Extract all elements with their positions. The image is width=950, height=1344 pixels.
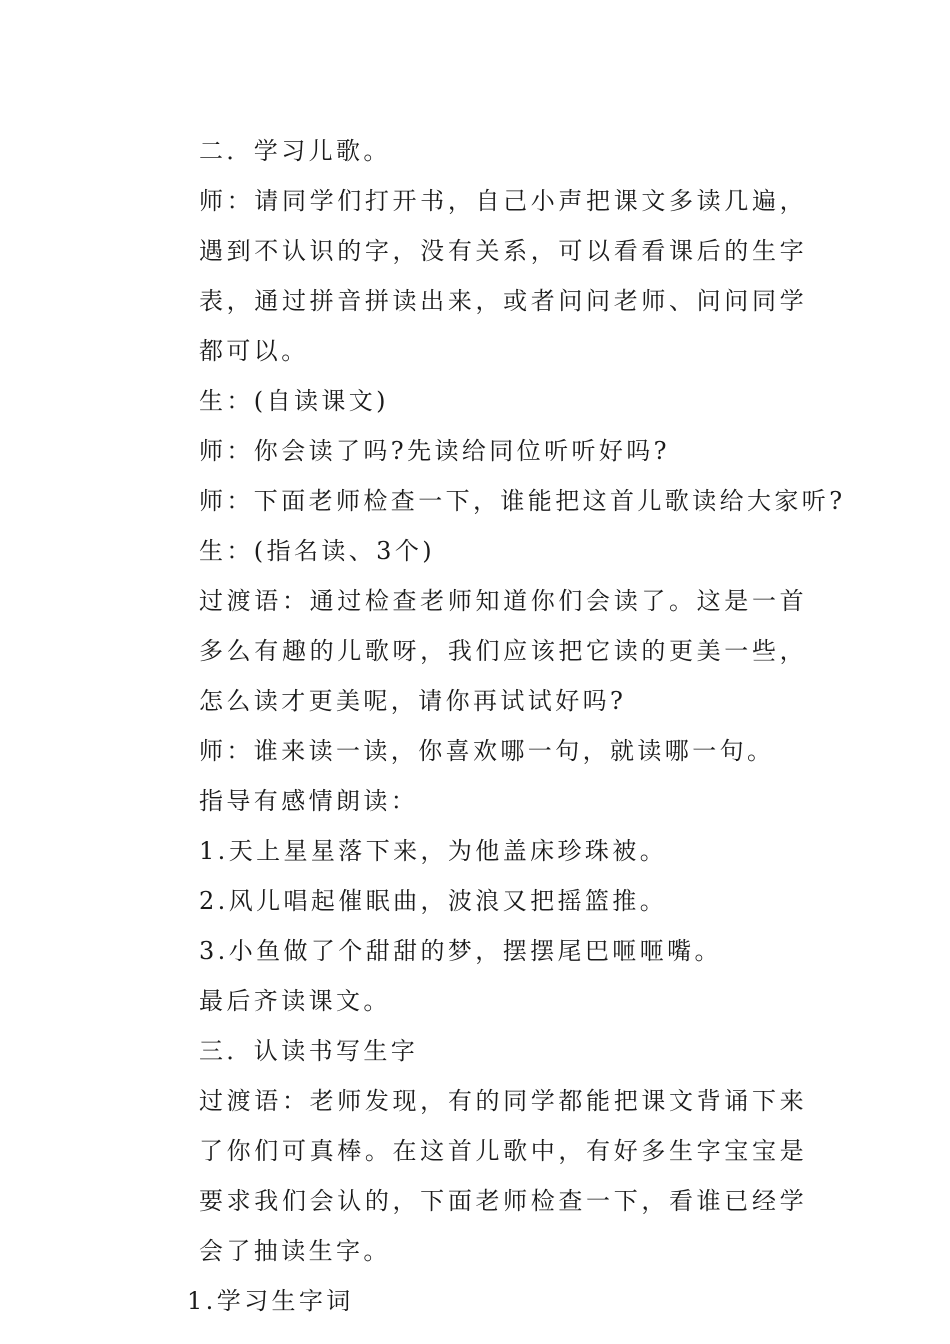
verse-2: 2.风儿唱起催眠曲，波浪又把摇篮推。 [199, 887, 668, 915]
verse-3: 3.小鱼做了个甜甜的梦，摆摆尾巴咂咂嘴。 [199, 937, 722, 965]
final-read: 最后齐读课文。 [199, 987, 391, 1015]
student-line-2: 生：(指名读、3个) [199, 537, 435, 565]
section-2-heading: 二．学习儿歌。 [199, 137, 391, 165]
section-3-heading: 三．认读书写生字 [199, 1037, 419, 1065]
transition-2: 过渡语：老师发现，有的同学都能把课文背诵下来了你们可真棒。在这首儿歌中，有好多生字宝宝是要求我们会认的，下面老师检查一下，看谁已经学会了抽读生字。 [199, 1087, 807, 1265]
subsection-1: 1.学习生字词 [187, 1287, 354, 1315]
student-line-1: 生：(自读课文) [199, 387, 389, 415]
teacher-line-4: 师：谁来读一读，你喜欢哪一句，就读哪一句。 [199, 737, 775, 765]
teacher-line-2: 师：你会读了吗?先读给同位听听好吗? [199, 437, 670, 465]
guidance: 指导有感情朗读： [199, 787, 419, 815]
document-body [147, 126, 846, 1326]
transition-1: 过渡语：通过检查老师知道你们会读了。这是一首多么有趣的儿歌呀，我们应该把它读的更美一些，怎么读才更美呢，请你再试试好吗? [199, 587, 807, 715]
verse-1: 1.天上星星落下来，为他盖床珍珠被。 [199, 837, 668, 865]
teacher-line-1: 师：请同学们打开书，自己小声把课文多读几遍，遇到不认识的字，没有关系，可以看看课后的生字表，通过拼音拼读出来，或者问问老师、问问同学都可以。 [199, 187, 807, 365]
teacher-line-3: 师：下面老师检查一下，谁能把这首儿歌读给大家听? [199, 487, 846, 515]
